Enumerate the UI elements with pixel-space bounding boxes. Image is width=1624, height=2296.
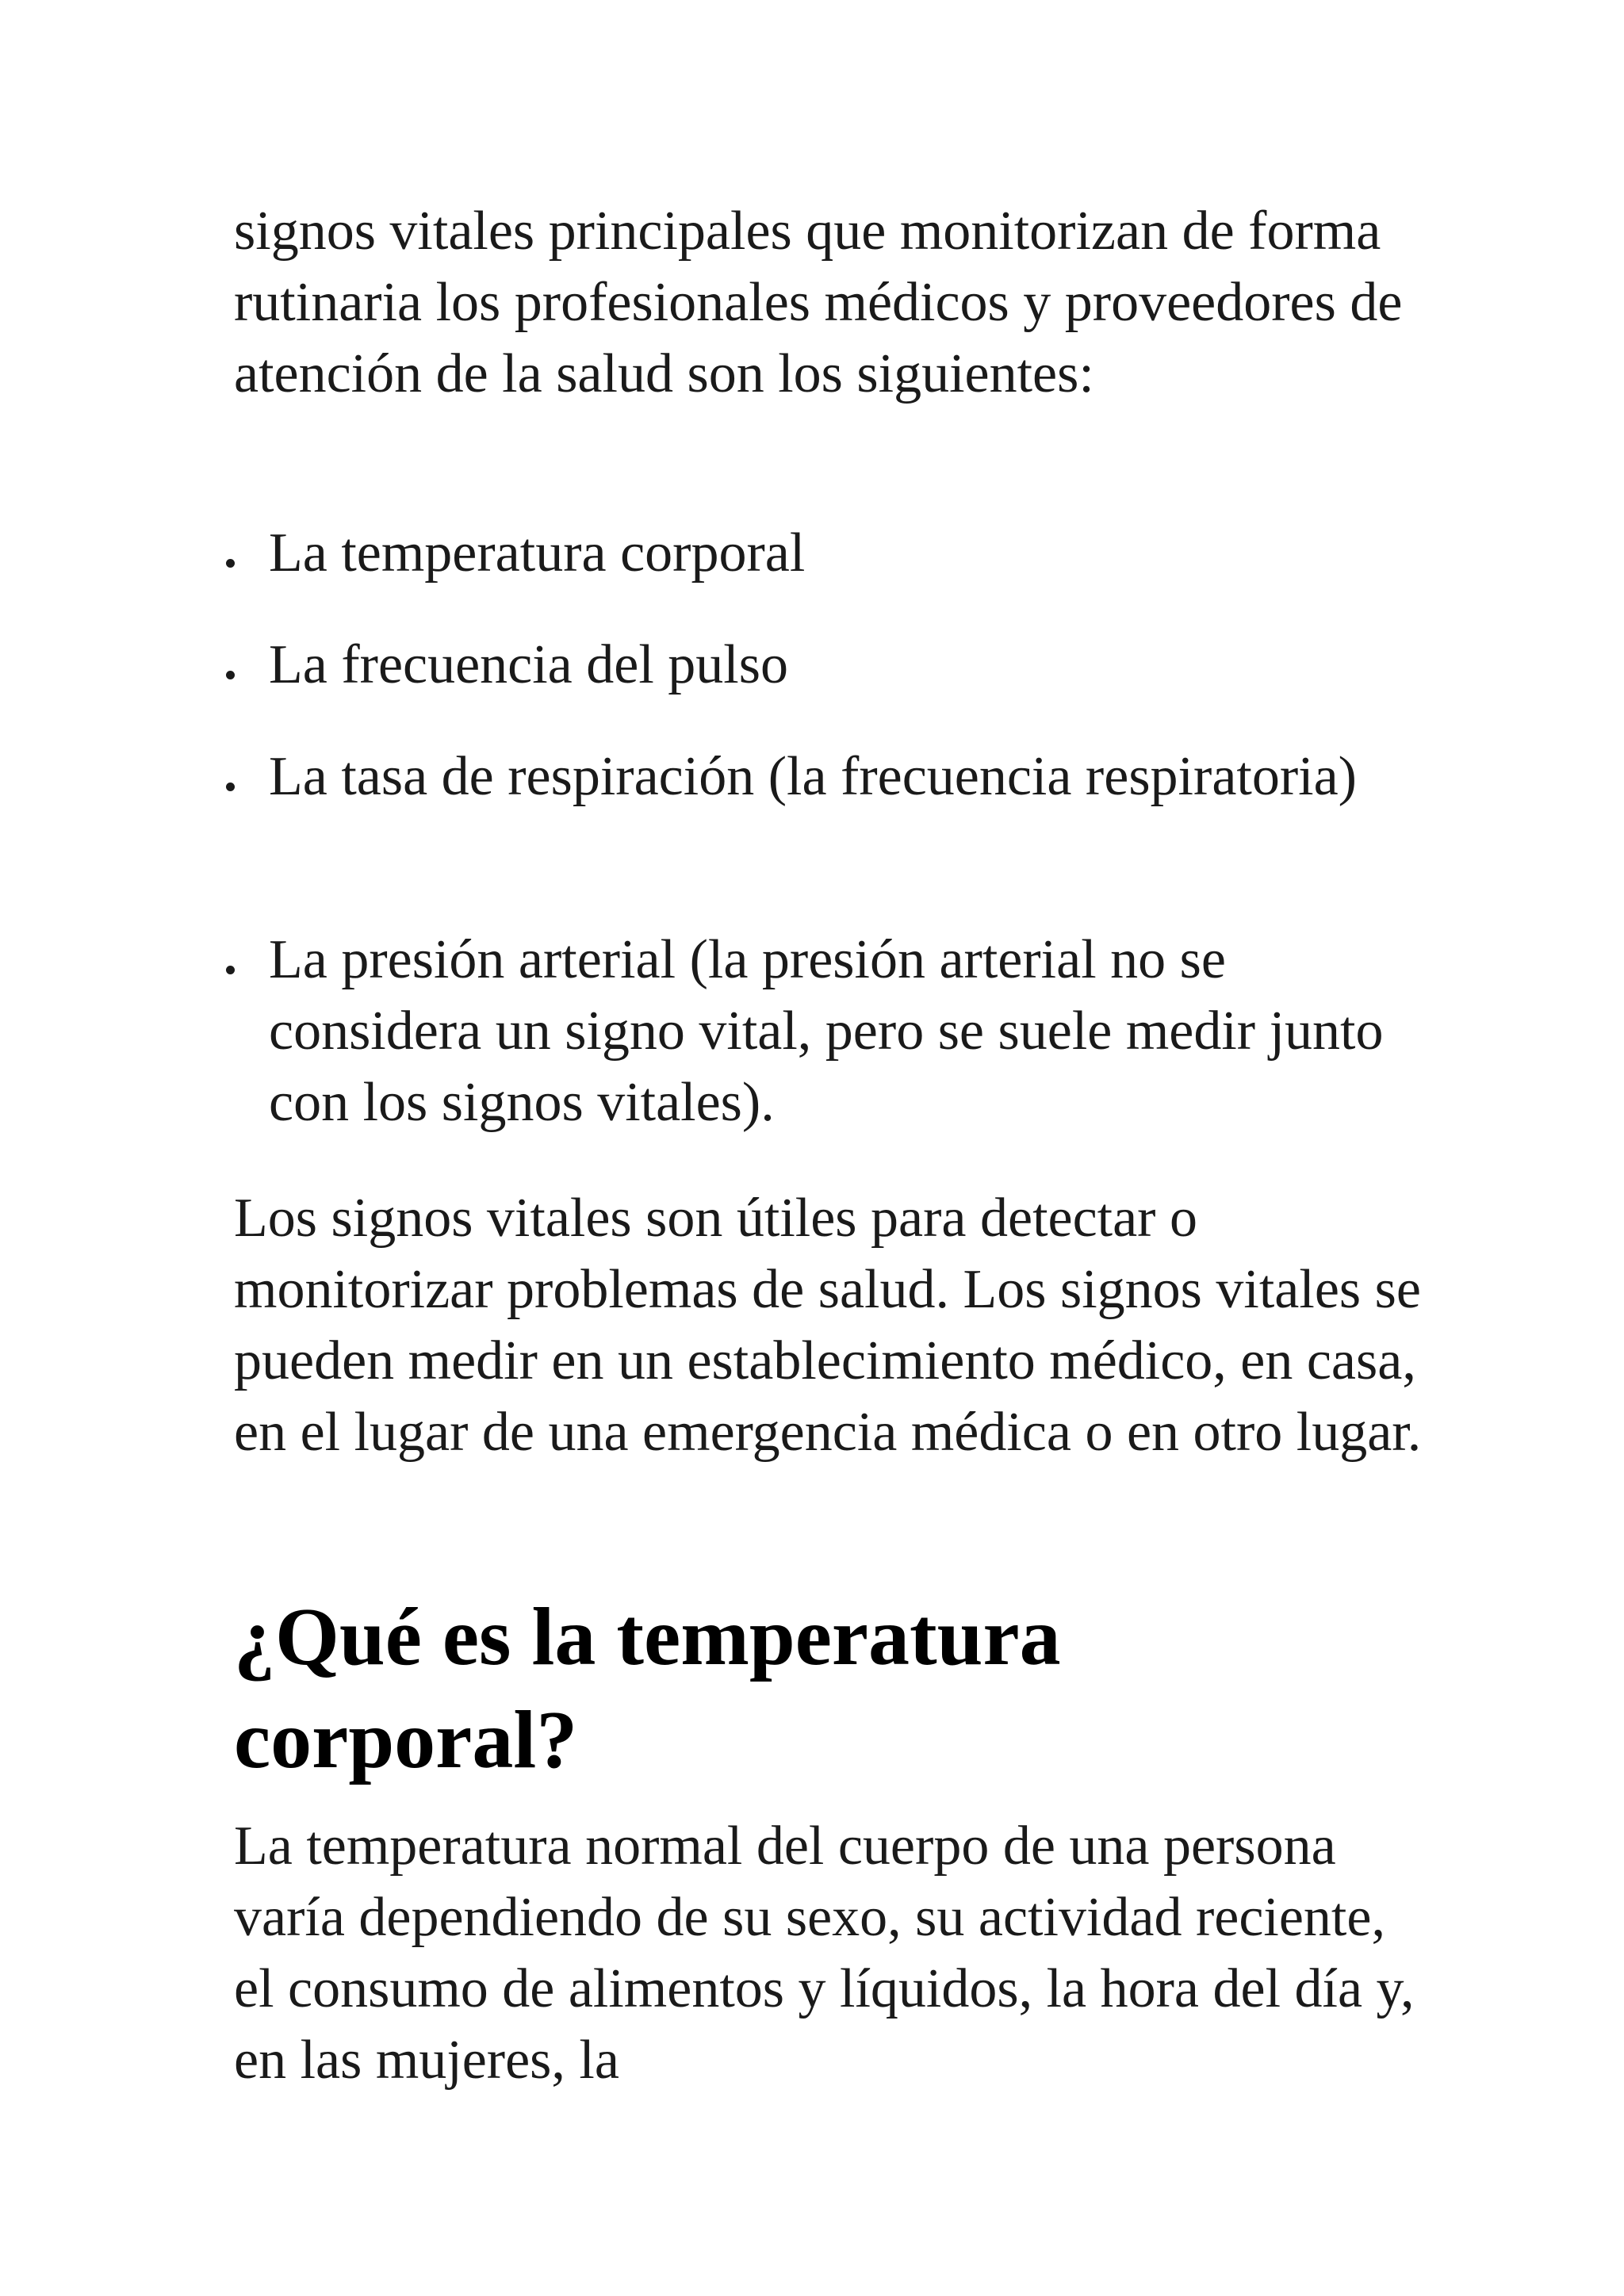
list-item <box>234 629 1423 701</box>
list-item <box>234 741 1423 813</box>
list-item <box>234 924 1423 1138</box>
intro-paragraph: signos vitales principales que monitorizan de forma rutinaria los profesionales médicos y proveedores de atención de la salud son los siguientes: <box>234 201 1403 404</box>
list-item-text: La tasa de respiración (la frecuencia respiratoria) <box>269 746 1357 807</box>
section-heading: ¿Qué es la temperatura corporal? <box>234 1591 1061 1785</box>
bullet-icon <box>226 671 235 679</box>
list-item-text: La frecuencia del pulso <box>269 634 788 695</box>
temperature-paragraph: La temperatura normal del cuerpo de una persona varía dependiendo de su sexo, su actividad reciente, el consumo de alimentos y líquidos, la hora del día y, en las mujeres, la <box>234 1816 1415 2091</box>
list-item-text: La temperatura corporal <box>269 522 806 584</box>
bullet-icon <box>226 783 235 791</box>
bullet-icon <box>226 559 235 568</box>
usefulness-paragraph: Los signos vitales son útiles para detectar o monitorizar problemas de salud. Los signos vitales se pueden medir en un establecimiento médico, en casa, en el lugar de una emergencia médica o en otro lugar. <box>234 1188 1422 1463</box>
list-item-text: La presión arterial (la presión arterial no se considera un signo vital, pero se suele medir junto con los signos vitales). <box>269 929 1384 1133</box>
list-item <box>234 518 1423 589</box>
bullet-icon <box>226 966 235 974</box>
